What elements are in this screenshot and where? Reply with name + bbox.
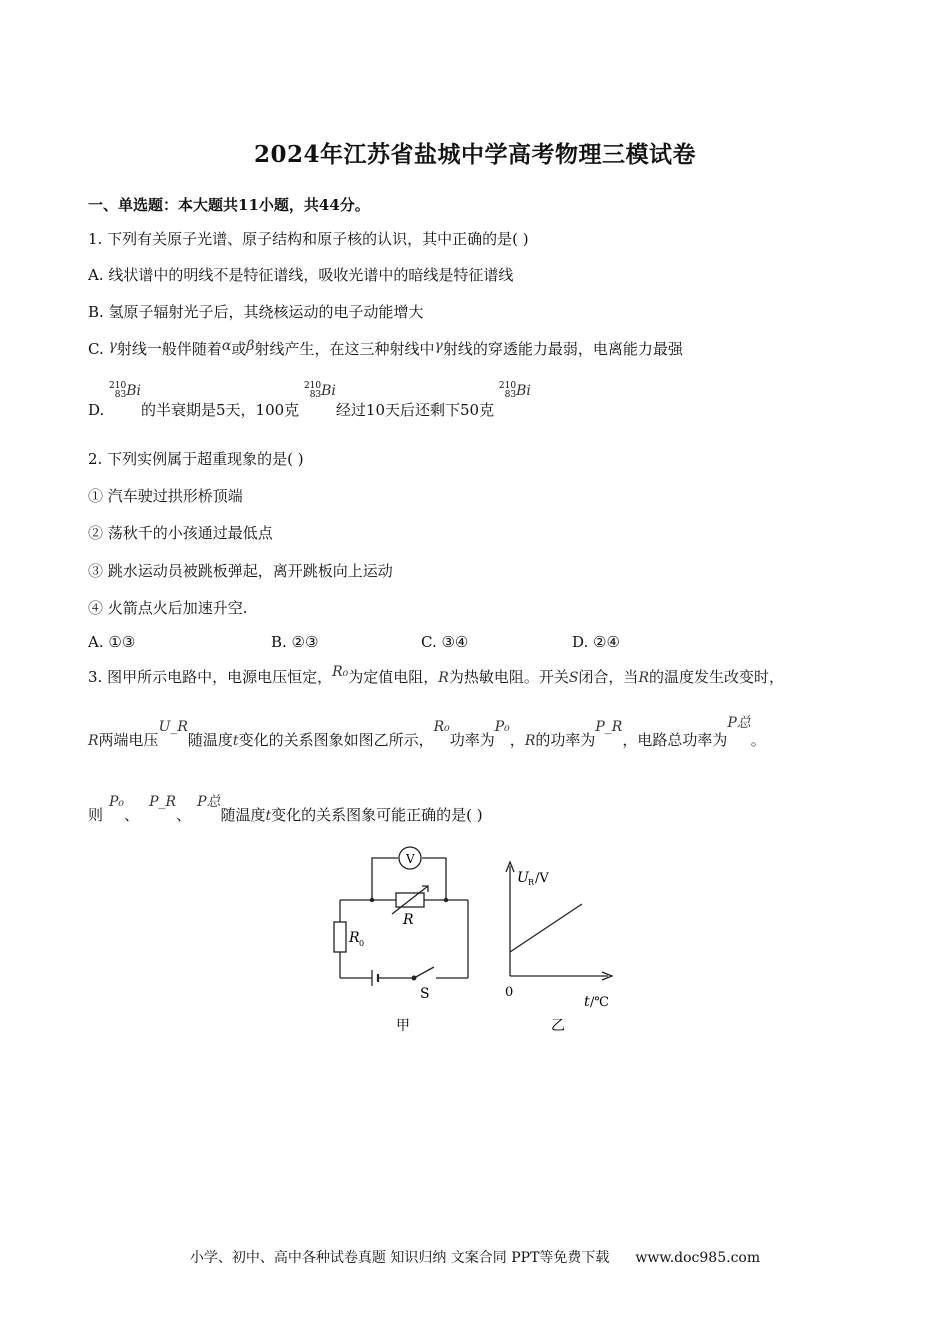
q2-option-b: B. ②③: [271, 633, 319, 651]
bi-nuclide-3: 210 83 Bi: [498, 381, 531, 400]
q3-line-3: 则P₀、P_R、P总随温度t变化的关系图象可能正确的是( ): [88, 794, 483, 824]
graph-y-unit: /V: [535, 871, 549, 886]
bi-nuclide-1: 210 83 Bi: [109, 381, 141, 400]
ur-line: [510, 904, 582, 952]
q1-option-d: D. 210 83 Bi的半衰期是5天，100克 210 83 Bi经过10天后还剩下50克 210 83 Bi: [88, 381, 531, 419]
q2-item-2: ② 荡秋千的小孩通过最低点: [88, 524, 273, 542]
q3-figure: [320, 840, 630, 1040]
footer-text: 小学、初中、高中各种试卷真题 知识归纳 文案合同 PPT等免费下载: [189, 1250, 610, 1266]
q1-option-c: C. γ射线一般伴随着α或β射线产生，在这三种射线中γ射线的穿透能力最弱，电离能力最强: [88, 338, 683, 358]
q2-option-a: A. ①③: [88, 633, 136, 651]
graph-x-unit: /℃: [590, 995, 609, 1010]
q2-item-1: ① 汽车驶过拱形桥顶端: [88, 487, 243, 505]
circuit-diagram: [334, 847, 468, 986]
fixed-resistor-symbol: [334, 922, 346, 952]
q2-item-3: ③ 跳水运动员被跳板弹起，离开跳板向上运动: [88, 562, 393, 580]
r0-subscript: 0: [359, 939, 365, 948]
q2-option-c: C. ③④: [421, 633, 469, 651]
bi-nuclide-2: 210 83 Bi: [303, 381, 336, 400]
switch-symbol: [414, 967, 434, 978]
switch-label: S: [420, 986, 430, 1002]
graph-origin: 0: [505, 985, 514, 1000]
page-title: 2024年江苏省盐城中学高考物理三模试卷: [253, 141, 696, 168]
page-footer: [0, 1247, 950, 1267]
q3-line-2: R两端电压U_R随温度t变化的关系图象如图乙所示，R₀功率为P₀，R的功率为P_R，电路总功率为P总。: [88, 715, 766, 749]
r0-label: R: [349, 930, 360, 946]
q1-option-b: B. 氢原子辐射光子后，其绕核运动的电子动能增大: [88, 303, 424, 321]
q2-item-4: ④ 火箭点火后加速升空.: [88, 599, 248, 617]
caption-jia: 甲: [396, 1018, 410, 1034]
graph-y-subscript: R: [528, 878, 535, 887]
caption-yi: 乙: [551, 1018, 565, 1034]
q3-line-1: 3. 图甲所示电路中，电源电压恒定，R₀为定值电阻，R为热敏电阻。开关S闭合，当R的温度发生改变时，: [88, 664, 784, 686]
section-heading: 一、单选题：本大题共11小题，共44分。: [88, 196, 370, 214]
footer-site-link[interactable]: www.doc985.com: [635, 1250, 761, 1266]
graph-y-label: U: [517, 870, 529, 886]
voltmeter-label: V: [406, 852, 415, 866]
q2-stem: 2. 下列实例属于超重现象的是( ): [88, 450, 304, 468]
q2-option-d: D. ②④: [572, 633, 620, 651]
q1-option-a: A. 线状谱中的明线不是特征谱线，吸收光谱中的暗线是特征谱线: [88, 266, 514, 284]
graph-x-label: t: [584, 994, 590, 1010]
q1-stem: 1. 下列有关原子光谱、原子结构和原子核的认识，其中正确的是( ): [88, 230, 529, 248]
thermistor-label: R: [403, 912, 414, 928]
